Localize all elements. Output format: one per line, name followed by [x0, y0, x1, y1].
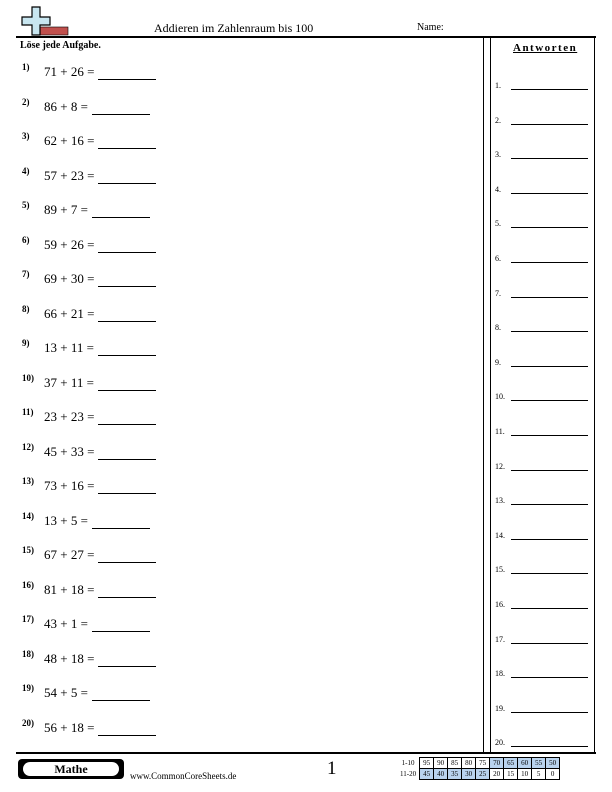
answer-line-item [495, 631, 593, 645]
answer-number: 7. [495, 288, 501, 298]
problem-expression-wrap [44, 168, 156, 184]
answer-line[interactable] [511, 643, 588, 644]
problem-expression-wrap [44, 478, 156, 494]
problem-number: 10) [22, 372, 34, 383]
problem-number: 15) [22, 545, 34, 555]
answer-line-item [495, 388, 593, 402]
score-cell: 95 [420, 758, 434, 769]
problem-number: 11) [22, 407, 34, 417]
answer-line-item [495, 354, 593, 368]
score-cell: 65 [504, 758, 518, 769]
problem-number: 12) [22, 441, 34, 452]
answer-number: 5. [495, 219, 501, 229]
problem-expression-wrap [44, 651, 156, 667]
score-cell: 75 [476, 758, 490, 769]
answer-number: 20. [495, 738, 505, 748]
problem-expression-wrap [44, 685, 150, 701]
answer-number: 15. [495, 565, 505, 575]
score-cell: 60 [518, 758, 532, 769]
answer-blank[interactable] [98, 583, 156, 598]
answer-line-item [495, 146, 593, 160]
answer-line-item [495, 215, 593, 229]
score-cell: 0 [546, 769, 560, 780]
problem-expression-wrap [44, 720, 156, 736]
problem-number: 17) [22, 614, 34, 624]
answer-blank[interactable] [92, 514, 150, 529]
problem-number: 18) [22, 648, 34, 659]
header-rule [16, 36, 596, 38]
problem-expression-wrap [44, 340, 156, 356]
answer-line-item [495, 596, 593, 610]
problem-number: 7) [22, 269, 30, 279]
answer-number: 13. [495, 496, 505, 506]
answer-line-item [495, 458, 593, 472]
score-cell: 70 [490, 758, 504, 769]
answer-blank[interactable] [98, 652, 156, 667]
page-number: 1 [327, 758, 337, 779]
problem-expression: 66 + 21 = [44, 305, 95, 321]
score-row-label: 1-10 [401, 759, 415, 767]
problem-number: 9) [22, 338, 30, 348]
problem-expression: 73 + 16 = [44, 478, 95, 493]
answer-number: 16. [495, 600, 505, 609]
score-cell: 90 [434, 758, 448, 769]
problem-number: 13) [22, 476, 34, 486]
answer-line[interactable] [511, 124, 588, 125]
score-cell: 85 [448, 758, 462, 769]
score-cell: 35 [448, 769, 462, 780]
score-cell: 55 [532, 758, 546, 769]
answer-blank[interactable] [98, 548, 156, 563]
problem-expression-wrap [44, 444, 156, 460]
problem-number: 4) [22, 165, 30, 176]
score-cell: 5 [532, 769, 546, 780]
answer-line[interactable] [511, 297, 588, 298]
answer-line-item [495, 527, 593, 541]
problem-expression-wrap [44, 616, 150, 632]
problem-expression: 43 + 1 = [44, 616, 88, 631]
answer-number: 4. [495, 184, 501, 194]
problem-expression-wrap [44, 582, 156, 598]
answer-blank[interactable] [92, 203, 150, 218]
answer-line-item [495, 77, 593, 91]
answer-line[interactable] [511, 400, 588, 401]
problem-expression: 86 + 8 = [44, 98, 88, 114]
problem-expression-wrap [44, 375, 156, 391]
answer-column-border [594, 38, 595, 752]
answer-line[interactable] [511, 262, 588, 263]
score-cell: 30 [462, 769, 476, 780]
score-cell: 20 [490, 769, 504, 780]
problem-number: 16) [22, 579, 34, 590]
answer-line[interactable] [511, 504, 588, 505]
problem-expression: 69 + 30 = [44, 271, 95, 286]
answer-blank[interactable] [92, 617, 150, 632]
answer-number: 8. [495, 323, 501, 333]
problem-number: 14) [22, 510, 34, 521]
answer-line-item [495, 492, 593, 506]
answer-line-item [495, 700, 593, 714]
problem-expression: 23 + 23 = [44, 409, 95, 424]
subject-badge [18, 759, 124, 779]
answer-blank[interactable] [98, 272, 156, 287]
problem-expression-wrap [44, 133, 156, 149]
problem-number: 20) [22, 717, 34, 728]
answer-line-item [495, 665, 593, 679]
problem-expression-wrap [44, 513, 150, 529]
plus-sign-icon [20, 5, 70, 37]
answer-line[interactable] [511, 193, 588, 194]
score-cell: 10 [518, 769, 532, 780]
answer-number: 17. [495, 634, 505, 644]
answer-line-item [495, 319, 593, 333]
score-cell: 40 [434, 769, 448, 780]
score-cell: 15 [504, 769, 518, 780]
answer-number: 18. [495, 669, 505, 679]
answer-line[interactable] [511, 435, 588, 436]
score-row-1-10 [398, 758, 560, 769]
answers-heading: Antworten [513, 42, 578, 54]
answer-line[interactable] [511, 331, 588, 332]
problem-expression: 89 + 7 = [44, 202, 88, 217]
problem-number: 6) [22, 234, 30, 245]
answer-line[interactable] [511, 746, 588, 747]
problem-number: 3) [22, 131, 30, 141]
answer-line[interactable] [511, 539, 588, 540]
problem-number: 5) [22, 200, 30, 210]
problem-expression: 48 + 18 = [44, 650, 95, 666]
problem-expression-wrap [44, 64, 156, 80]
answer-blank[interactable] [98, 341, 156, 356]
problem-expression-wrap [44, 237, 156, 253]
worksheet-title: Addieren im Zahlenraum bis 100 [154, 21, 314, 35]
answer-number: 12. [495, 461, 505, 471]
score-cell: 25 [476, 769, 490, 780]
subject-badge-label: Mathe [23, 762, 119, 776]
answer-number: 19. [495, 703, 505, 713]
answer-blank[interactable] [98, 238, 156, 253]
problem-expression: 62 + 16 = [44, 133, 95, 148]
problem-expression-wrap [44, 409, 156, 425]
answer-line[interactable] [511, 89, 588, 90]
answer-line[interactable] [511, 608, 588, 609]
problem-expression: 37 + 11 = [44, 374, 94, 390]
answer-number: 10. [495, 392, 505, 402]
answer-line[interactable] [511, 677, 588, 678]
answer-number: 9. [495, 357, 501, 367]
problem-expression: 54 + 5 = [44, 685, 88, 700]
instruction-text: Löse jede Aufgabe. [20, 40, 101, 51]
answer-number: 11. [495, 427, 505, 436]
answer-number: 2. [495, 115, 501, 125]
footer-rule [16, 752, 596, 754]
answer-line-item [495, 112, 593, 126]
problem-expression-wrap [44, 99, 150, 115]
problem-expression: 45 + 33 = [44, 443, 95, 459]
problem-expression-wrap [44, 271, 156, 287]
answer-line-item [495, 423, 593, 437]
answer-blank[interactable] [98, 410, 156, 425]
answer-blank[interactable] [98, 307, 156, 322]
score-table [398, 757, 560, 780]
site-url: www.CommonCoreSheets.de [130, 771, 237, 781]
answer-blank[interactable] [98, 169, 156, 184]
problem-number: 2) [22, 96, 30, 107]
answer-line[interactable] [511, 366, 588, 367]
name-label: Name: [417, 22, 444, 33]
answer-line[interactable] [511, 573, 588, 574]
answer-blank[interactable] [98, 376, 156, 391]
answer-line-item [495, 181, 593, 195]
problem-expression-wrap [44, 547, 156, 563]
problem-expression: 67 + 27 = [44, 547, 95, 562]
problem-expression: 71 + 26 = [44, 64, 95, 79]
problem-number: 19) [22, 683, 34, 693]
problem-expression: 59 + 26 = [44, 236, 95, 252]
problem-number: 1) [22, 62, 30, 72]
answer-line[interactable] [511, 712, 588, 713]
score-row-11-20 [398, 769, 560, 780]
score-cell: 80 [462, 758, 476, 769]
answer-blank[interactable] [98, 134, 156, 149]
score-cell: 50 [546, 758, 560, 769]
problem-expression: 13 + 11 = [44, 340, 94, 355]
answer-number: 6. [495, 254, 501, 263]
answer-line-item [495, 285, 593, 299]
problem-expression: 56 + 18 = [44, 719, 95, 735]
answer-number: 14. [495, 530, 505, 540]
answer-line-item [495, 250, 593, 264]
problem-expression-wrap [44, 306, 156, 322]
answer-line[interactable] [511, 227, 588, 228]
problem-expression: 81 + 18 = [44, 581, 95, 597]
answer-blank[interactable] [92, 100, 150, 115]
answer-line[interactable] [511, 470, 588, 471]
problem-expression-wrap [44, 202, 150, 218]
score-cell: 45 [420, 769, 434, 780]
answer-line-item [495, 561, 593, 575]
problem-expression: 57 + 23 = [44, 167, 95, 183]
answer-column-divider [483, 38, 491, 752]
answer-line-item [495, 734, 593, 748]
problem-number: 8) [22, 303, 30, 314]
answer-number: 1. [495, 81, 501, 90]
score-row-label: 11-20 [400, 770, 417, 778]
answer-blank[interactable] [98, 445, 156, 460]
answer-line[interactable] [511, 158, 588, 159]
answer-blank[interactable] [98, 479, 156, 494]
answer-blank[interactable] [98, 721, 156, 736]
answer-blank[interactable] [92, 686, 150, 701]
problem-expression: 13 + 5 = [44, 512, 88, 528]
answer-blank[interactable] [98, 65, 156, 80]
answer-number: 3. [495, 150, 501, 160]
